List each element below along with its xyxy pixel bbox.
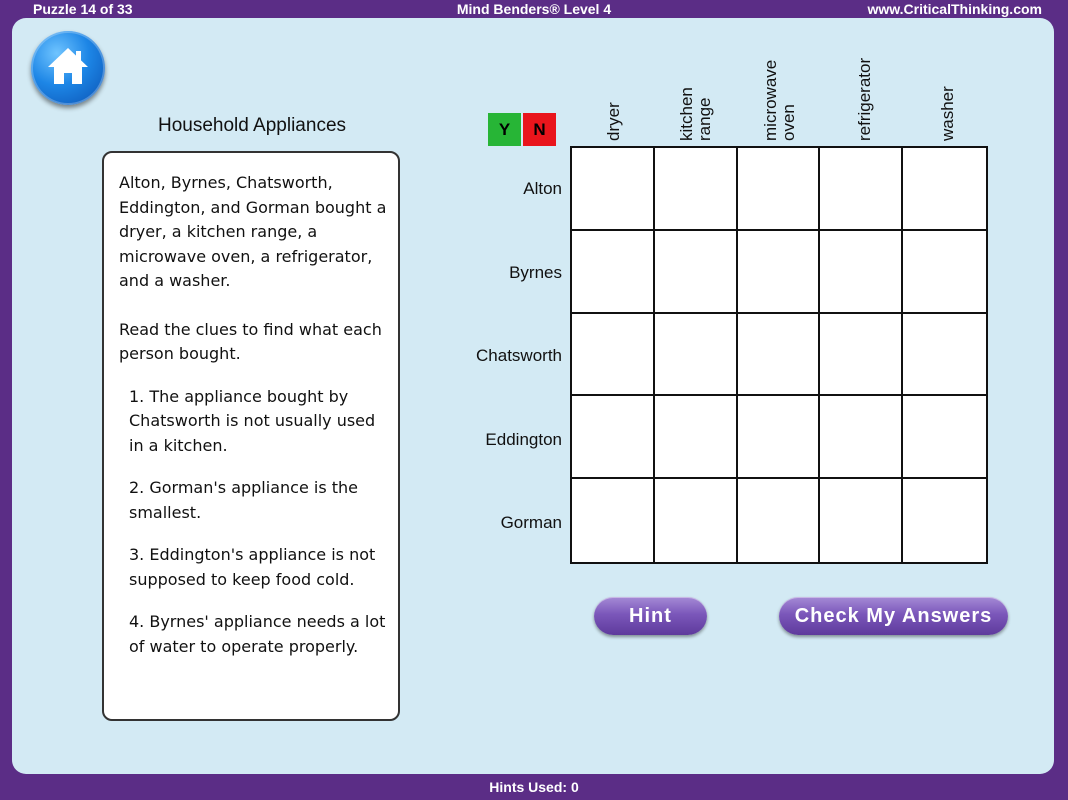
top-bar (0, 0, 1068, 18)
grid-cell-alton-refrigerator[interactable] (820, 148, 903, 231)
no-toggle[interactable]: N (523, 113, 556, 146)
grid-cell-alton-microwave-oven[interactable] (738, 148, 821, 231)
column-header-label: dryer (604, 102, 623, 141)
grid-cell-byrnes-microwave-oven[interactable] (738, 231, 821, 314)
logic-grid (570, 146, 988, 564)
grid-cell-gorman-refrigerator[interactable] (820, 479, 903, 562)
app-title: Mind Benders® Level 4 (456, 1, 612, 17)
column-header-washer (939, 86, 957, 141)
grid-cell-byrnes-kitchen-range[interactable] (655, 231, 738, 314)
grid-cell-eddington-refrigerator[interactable] (820, 396, 903, 479)
home-icon (46, 44, 90, 88)
row-header-alton: Alton (523, 179, 562, 198)
row-header-byrnes: Byrnes (509, 263, 562, 282)
grid-cell-alton-dryer[interactable] (572, 148, 655, 231)
column-header-label: washer (938, 86, 957, 141)
column-header-label: oven (779, 104, 798, 141)
row-header-gorman: Gorman (500, 513, 562, 532)
puzzle-title: Household Appliances (157, 115, 347, 136)
grid-cell-alton-washer[interactable] (903, 148, 986, 231)
column-header-dryer (605, 102, 623, 141)
check-answers-button[interactable]: Check My Answers (779, 597, 1008, 635)
column-header-kitchen-range (678, 87, 714, 141)
row-header-eddington: Eddington (485, 430, 562, 449)
grid-cell-gorman-washer[interactable] (903, 479, 986, 562)
grid-cell-eddington-washer[interactable] (903, 396, 986, 479)
grid-cell-byrnes-washer[interactable] (903, 231, 986, 314)
column-header-label: refrigerator (855, 57, 874, 141)
grid-cell-gorman-kitchen-range[interactable] (655, 479, 738, 562)
grid-cell-eddington-kitchen-range[interactable] (655, 396, 738, 479)
grid-cell-chatsworth-refrigerator[interactable] (820, 314, 903, 397)
grid-cell-chatsworth-dryer[interactable] (572, 314, 655, 397)
hints-used-status: Hints Used: 0 (489, 779, 579, 795)
grid-cell-eddington-microwave-oven[interactable] (738, 396, 821, 479)
clue-2: 2. Gorman's appliance is the smallest. (129, 478, 358, 522)
clue-3: 3. Eddington's appliance is not supposed to keep food cold. (129, 545, 376, 589)
column-header-microwave-oven (762, 60, 798, 141)
puzzle-counter: Puzzle 14 of 33 (33, 1, 133, 17)
yes-toggle[interactable]: Y (488, 113, 521, 146)
grid-cell-byrnes-dryer[interactable] (572, 231, 655, 314)
website-link[interactable]: www.CriticalThinking.com (867, 1, 1042, 17)
grid-cell-chatsworth-washer[interactable] (903, 314, 986, 397)
grid-cell-gorman-microwave-oven[interactable] (738, 479, 821, 562)
clue-box (102, 151, 400, 721)
grid-cell-eddington-dryer[interactable] (572, 396, 655, 479)
puzzle-instruction: Read the clues to find what each person bought. (119, 319, 382, 363)
home-button[interactable] (31, 31, 105, 105)
grid-cell-chatsworth-kitchen-range[interactable] (655, 314, 738, 397)
grid-cell-chatsworth-microwave-oven[interactable] (738, 314, 821, 397)
grid-cell-byrnes-refrigerator[interactable] (820, 231, 903, 314)
clue-4: 4. Byrnes' appliance needs a lot of water to operate properly. (129, 612, 386, 656)
grid-cell-gorman-dryer[interactable] (572, 479, 655, 562)
column-header-label: kitchen (677, 87, 696, 141)
puzzle-intro: Alton, Byrnes, Chatsworth, Eddington, and Gorman bought a dryer, a kitchen range, a microwave oven, a refrigerator, and a washer. (119, 173, 387, 290)
column-header-refrigerator (856, 58, 874, 141)
column-header-label: range (695, 97, 714, 141)
column-header-label: microwave (761, 59, 780, 141)
clue-1: 1. The appliance bought by Chatsworth is not usually used in a kitchen. (129, 386, 376, 455)
grid-cell-alton-kitchen-range[interactable] (655, 148, 738, 231)
hint-button[interactable]: Hint (594, 597, 707, 635)
row-header-chatsworth: Chatsworth (476, 346, 562, 365)
